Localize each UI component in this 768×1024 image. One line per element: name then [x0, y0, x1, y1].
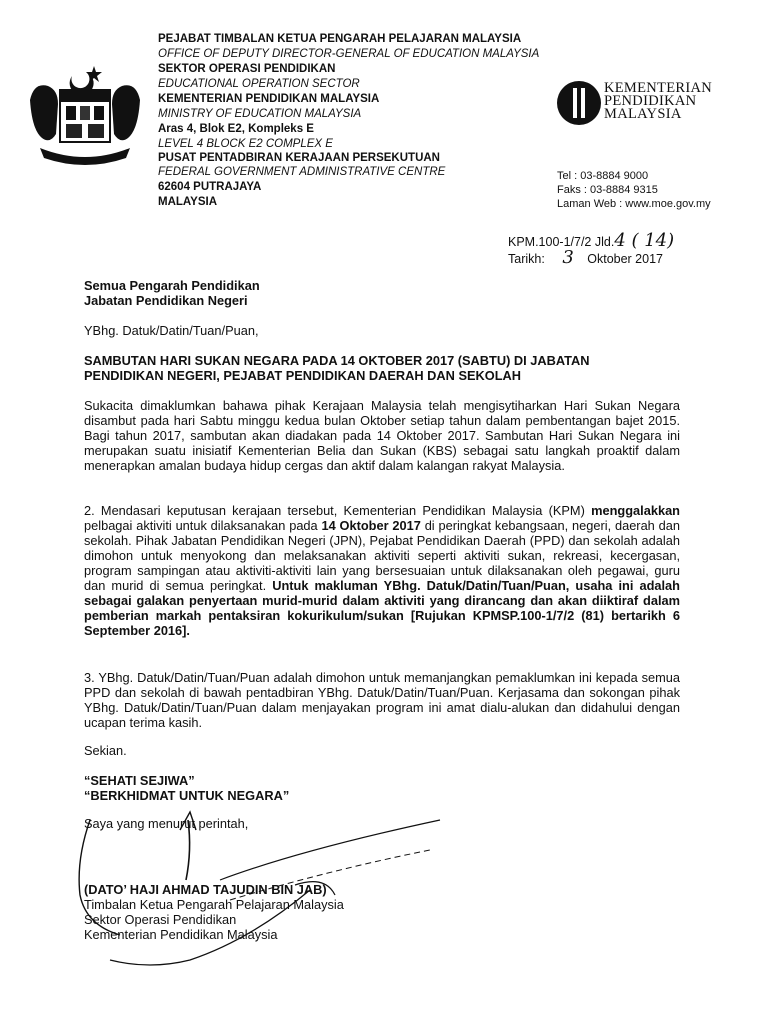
salutation: YBhg. Datuk/Datin/Tuan/Puan, [84, 323, 259, 338]
closing-sekian: Sekian. [84, 743, 127, 758]
letterhead-line: OFFICE OF DEPUTY DIRECTOR-GENERAL OF EDUCATION MALAYSIA [158, 48, 540, 60]
date-day-handwritten: 3 [562, 247, 574, 268]
coat-of-arms-logo [22, 62, 148, 170]
signatory-name: (DATO’ HAJI AHMAD TAJUDIN BIN JAB) [84, 882, 327, 897]
signatory-title: Kementerian Pendidikan Malaysia [84, 927, 278, 942]
paragraph-3: 3. YBhg. Datuk/Datin/Tuan/Puan adalah dimohon untuk memanjangkan pemaklumkan ini kepada semua PPD dan sekolah di bawah pentadbiran YBhg. Datuk/Datin/Tuan/Puan. Kerjasama dan sokongan pihak YBhg. Datuk/Datin/Tuan/Puan dalam menjayakan program ini amat dialu-alukan dan didahului dengan ucapan terima kasih. [84, 670, 680, 730]
contact-tel: Tel : 03-8884 9000 [557, 170, 649, 182]
recipient-line: Jabatan Pendidikan Negeri [84, 293, 248, 308]
motto-line: “BERKHIDMAT UNTUK NEGARA” [84, 788, 290, 803]
letterhead-line: KEMENTERIAN PENDIDIKAN MALAYSIA [158, 93, 380, 105]
subject-line: SAMBUTAN HARI SUKAN NEGARA PADA 14 OKTOBER 2017 (SABTU) DI JABATAN [84, 353, 590, 368]
paragraph-2-text: pelbagai aktiviti untuk dilaksanakan pada [84, 518, 322, 533]
reference-prefix: KPM.100-1/7/2 Jld. [508, 235, 615, 249]
paragraph-2-text: 2. Mendasari keputusan kerajaan tersebut, Kementerian Pendidikan Malaysia (KPM) [84, 503, 592, 518]
logo-text-line: PENDIDIKAN [604, 93, 697, 109]
letterhead-line: MINISTRY OF EDUCATION MALAYSIA [158, 108, 362, 120]
letterhead-line: EDUCATIONAL OPERATION SECTOR [158, 78, 360, 90]
signatory-title: Sektor Operasi Pendidikan [84, 912, 237, 927]
subject-line: PENDIDIKAN NEGERI, PEJABAT PENDIDIKAN DAERAH DAN SEKOLAH [84, 368, 522, 383]
letterhead-line: LEVEL 4 BLOCK E2 COMPLEX E [158, 138, 333, 150]
letterhead-line: 62604 PUTRAJAYA [158, 181, 262, 193]
letterhead-line: PUSAT PENTADBIRAN KERAJAAN PERSEKUTUAN [158, 152, 440, 164]
motto-line: “SEHATI SEJIWA” [84, 773, 195, 788]
signatory-title: Timbalan Ketua Pengarah Pelajaran Malaysia [84, 897, 344, 912]
date-month-year: Oktober 2017 [587, 252, 663, 266]
reference-handwritten: 4 ( 14) [614, 230, 675, 251]
letterhead-line: SEKTOR OPERASI PENDIDIKAN [158, 63, 336, 75]
paragraph-1: Sukacita dimaklumkan bahawa pihak Kerajaan Malaysia telah mengisytiharkan Hari Sukan Negara disambut pada hari Sabtu minggu kedua bulan Oktober setiap tahun dalam pembentangan bajet 2015. Bagi tahun 2017, sambutan akan diadakan pada 14 Oktober 2017. Sambutan Hari Sukan Negara ini merupakan suatu inisiatif Kementerian Belia dan Sukan (KBS) sebagai satu langkah proaktif dalam menerapkan amalan budaya hidup cergas dan aktif dalam kalangan rakyat Malaysia. [84, 398, 680, 473]
letterhead-line: MALAYSIA [158, 196, 217, 208]
paragraph-2-bold: 14 Oktober 2017 [321, 518, 421, 533]
paragraph-2-bold: Untuk makluman YBhg. Datuk/Datin/Tuan/Puan, usaha ini adalah sebagai galakan penyertaan murid-murid dalam aktiviti yang dirancang dan akan diiktiraf dalam pemberian markah pentaksiran kokurikulum/sukan [Rujukan KPMSP.100-1/7/2 (81) bertarikh 6 September 2016]. [84, 578, 680, 638]
letterhead-line: PEJABAT TIMBALAN KETUA PENGARAH PELAJARAN MALAYSIA [158, 33, 522, 45]
date-label: Tarikh: [508, 252, 545, 266]
logo-text-line: MALAYSIA [604, 106, 682, 122]
contact-fax: Faks : 03-8884 9315 [557, 184, 658, 196]
paragraph-2-bold: menggalakkan [591, 503, 680, 518]
ministry-logo-text [604, 82, 712, 121]
logo-text-line: KEMENTERIAN [604, 80, 713, 96]
paragraph-2-text: di peringkat kebangsaan, negeri, daerah dan sekolah. Pihak Jabatan Pendidikan Negeri (JPN), Pejabat Pendidikan Daerah (PPD) dan sekolah adalah dimohon untuk menyokong dan melaksanakan aktiviti seperti aktiviti sukan, rekreasi, kecergasan, program sampingan atau aktiviti-aktiviti lain yang bersesuaian untuk dilaksanakan oleh pegawai, guru dan murid di semua peringkat. [84, 518, 680, 593]
paragraph-2 [84, 503, 680, 638]
reference-date [508, 247, 663, 268]
closing-order: Saya yang menurut perintah, [84, 816, 249, 831]
recipient-line: Semua Pengarah Pendidikan [84, 278, 260, 293]
ministry-logo [556, 80, 602, 126]
letterhead-line: Aras 4, Blok E2, Kompleks E [158, 123, 314, 135]
letterhead-line: FEDERAL GOVERNMENT ADMINISTRATIVE CENTRE [158, 166, 446, 178]
contact-web: Laman Web : www.moe.gov.my [557, 198, 711, 210]
